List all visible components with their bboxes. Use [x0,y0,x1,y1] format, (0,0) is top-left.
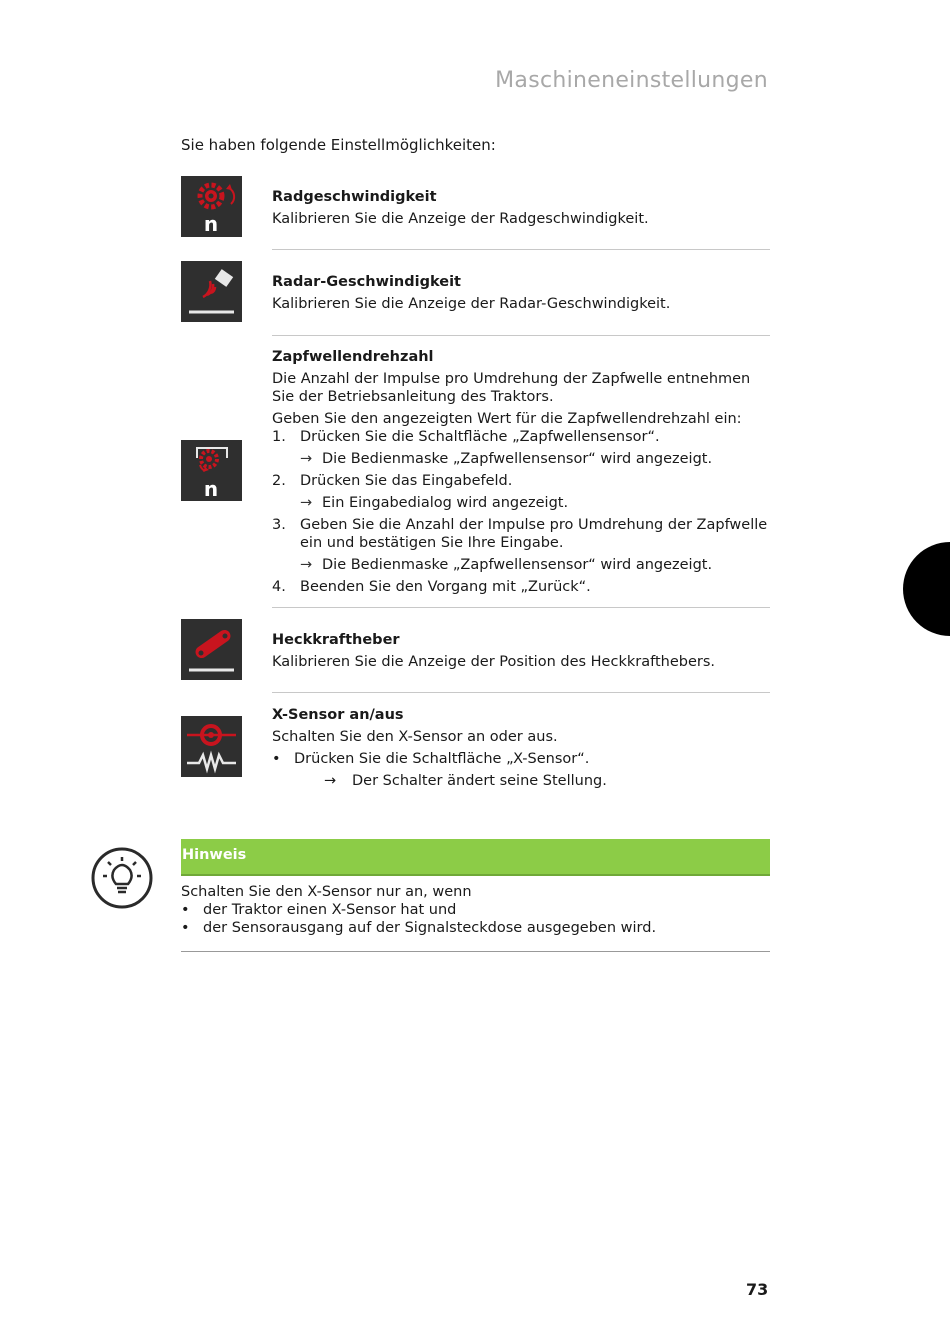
bullet-text: der Traktor einen X-Sensor hat und [203,902,457,918]
divider [272,335,770,336]
note-title: Hinweis [182,847,247,863]
result-text: Die Bedienmaske „Zapfwellensensor“ wird angezeigt. [322,451,713,467]
step-item [272,472,770,490]
rear-hitch-icon [181,619,242,680]
step-text: Geben Sie die Anzahl der Impulse pro Umdrehung der Zapfwelle ein und bestätigen Sie Ihre Eingabe. [300,517,768,551]
page-header-title: Maschineneinstellungen [495,68,768,93]
note-body [181,883,770,937]
note-divider [181,951,770,952]
divider [272,249,770,250]
page-number: 73 [746,1280,769,1299]
note-text: Schalten Sie den X-Sensor nur an, wenn [181,884,472,900]
step-result [272,556,770,574]
wheel-speed-icon [181,176,242,237]
step-number: 1. [272,429,286,445]
lightbulb-icon [90,846,154,914]
note-bullet-item [181,919,770,937]
bullet-text: der Sensorausgang auf der Signalsteckdose ausgegeben wird. [203,920,657,936]
chapter-tab-marker [903,542,950,636]
step-item [272,578,770,596]
divider [272,692,770,693]
step-result [272,772,770,790]
bullet-icon: • [272,751,281,767]
section-wheel-speed [272,188,770,228]
section-title: Heckkraftheber [272,632,400,648]
bullet-item [272,750,770,768]
section-title: Radar-Geschwindigkeit [272,274,461,290]
section-text: Kalibrieren Sie die Anzeige der Position des Heckkrafthebers. [272,654,715,670]
section-text: Geben Sie den angezeigten Wert für die Zapfwellendrehzahl ein: [272,411,742,427]
result-text: Der Schalter ändert seine Stellung. [352,773,607,789]
section-pto-speed [272,348,770,596]
section-text: Schalten Sie den X-Sensor an oder aus. [272,729,558,745]
pto-speed-icon [181,440,242,501]
section-title: Radgeschwindigkeit [272,189,437,205]
step-number: 3. [272,517,286,533]
step-text: Beenden Sie den Vorgang mit „Zurück“. [300,579,591,595]
step-result [272,494,770,512]
divider [272,607,770,608]
step-text: Drücken Sie das Eingabefeld. [300,473,513,489]
svg-text:n: n [203,212,219,236]
section-text: Die Anzahl der Impulse pro Umdrehung der Zapfwelle entnehmen Sie der Betriebsanleitung des Traktors. [272,371,751,405]
bullet-text: Drücken Sie die Schaltfläche „X-Sensor“. [294,751,590,767]
result-text: Die Bedienmaske „Zapfwellensensor“ wird angezeigt. [322,557,713,573]
bullet-icon: • [181,902,190,918]
result-text: Ein Eingabedialog wird angezeigt. [322,495,569,511]
step-number: 4. [272,579,286,595]
section-title: Zapfwellendrehzahl [272,349,434,365]
intro-text: Sie haben folgende Einstellmöglichkeiten: [181,136,496,154]
section-radar-speed [272,273,770,313]
step-result [272,450,770,468]
section-text: Kalibrieren Sie die Anzeige der Radgeschwindigkeit. [272,211,649,227]
section-rear-hitch [272,631,770,671]
bullet-icon: • [181,920,190,936]
note-bullet-item [181,901,770,919]
x-sensor-icon [181,716,242,777]
step-text: Drücken Sie die Schaltfläche „Zapfwellensensor“. [300,429,660,445]
step-number: 2. [272,473,286,489]
arrow-icon: → [300,557,313,573]
note-header [181,839,770,876]
section-title: X-Sensor an/aus [272,707,404,723]
arrow-icon: → [324,773,337,789]
arrow-icon: → [300,495,313,511]
section-x-sensor [272,706,770,790]
arrow-icon: → [300,451,313,467]
section-text: Kalibrieren Sie die Anzeige der Radar-Geschwindigkeit. [272,296,671,312]
step-item [272,428,770,446]
radar-speed-icon [181,261,242,322]
svg-text:n: n [203,477,219,501]
step-item [272,516,770,552]
